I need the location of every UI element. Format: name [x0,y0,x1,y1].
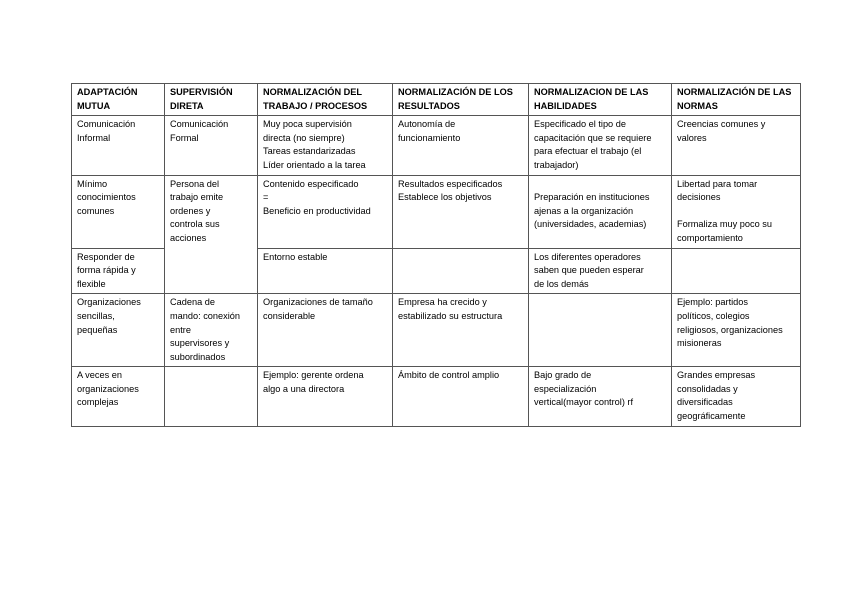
table-cell: Libertad para tomar decisiones Formaliza muy poco su comportamiento [672,175,801,248]
header-normalizacion-habilidades: NORMALIZACION DE LAS HABILIDADES [529,84,672,116]
table-cell: Grandes empresas consolidadas y diversificadas geográficamente [672,367,801,426]
table-cell [529,294,672,367]
table-row [72,294,801,367]
table-cell: Creencias comunes y valores [672,116,801,175]
table-cell: Empresa ha crecido y estabilizado su estructura [393,294,529,367]
table-cell [165,367,258,426]
header-normalizacion-normas: NORMALIZACIÓN DE LAS NORMAS [672,84,801,116]
table-cell: Bajo grado de especialización vertical(mayor control) rf [529,367,672,426]
table-cell: Especificado el tipo de capacitación que se requiere para efectuar el trabajo (el trabajador) [529,116,672,175]
table-cell [672,248,801,294]
table-cell: Comunicación Informal [72,116,165,175]
header-adaptacion-mutua: ADAPTACIÓN MUTUA [72,84,165,116]
table-cell: Organizaciones de tamaño considerable [258,294,393,367]
table-row [72,367,801,426]
table-cell: Comunicación Formal [165,116,258,175]
table-cell: Entorno estable [258,248,393,294]
table-cell: Organizaciones sencillas, pequeñas [72,294,165,367]
table-cell: A veces en organizaciones complejas [72,367,165,426]
table-cell: Persona del trabajo emite ordenes y controla sus acciones [165,175,258,294]
table-cell: Preparación en instituciones ajenas a la organización (universidades, academias) [529,175,672,248]
table-cell: Los diferentes operadores saben que pueden esperar de los demás [529,248,672,294]
table-cell: Mínimo conocimientos comunes [72,175,165,248]
table-cell: Ejemplo: gerente ordena algo a una directora [258,367,393,426]
coordination-mechanisms-table [71,83,801,427]
table-cell: Resultados especificados Establece los objetivos [393,175,529,248]
table-cell: Ejemplo: partidos políticos, colegios religiosos, organizaciones misioneras [672,294,801,367]
table-row [72,116,801,175]
table-cell: Muy poca supervisión directa (no siempre) Tareas estandarizadas Líder orientado a la tarea [258,116,393,175]
table-cell: Autonomía de funcionamiento [393,116,529,175]
header-supervision-directa: SUPERVISIÓN DIRETA [165,84,258,116]
table-header-row [72,84,801,116]
header-normalizacion-resultados: NORMALIZACIÓN DE LOS RESULTADOS [393,84,529,116]
table-cell [393,248,529,294]
table-cell: Responder de forma rápida y flexible [72,248,165,294]
table-cell: Cadena de mando: conexión entre supervisores y subordinados [165,294,258,367]
table-cell: Ámbito de control amplio [393,367,529,426]
table-cell: Contenido especificado = Beneficio en productividad [258,175,393,248]
header-normalizacion-trabajo: NORMALIZACIÓN DEL TRABAJO / PROCESOS [258,84,393,116]
table-row [72,175,801,248]
